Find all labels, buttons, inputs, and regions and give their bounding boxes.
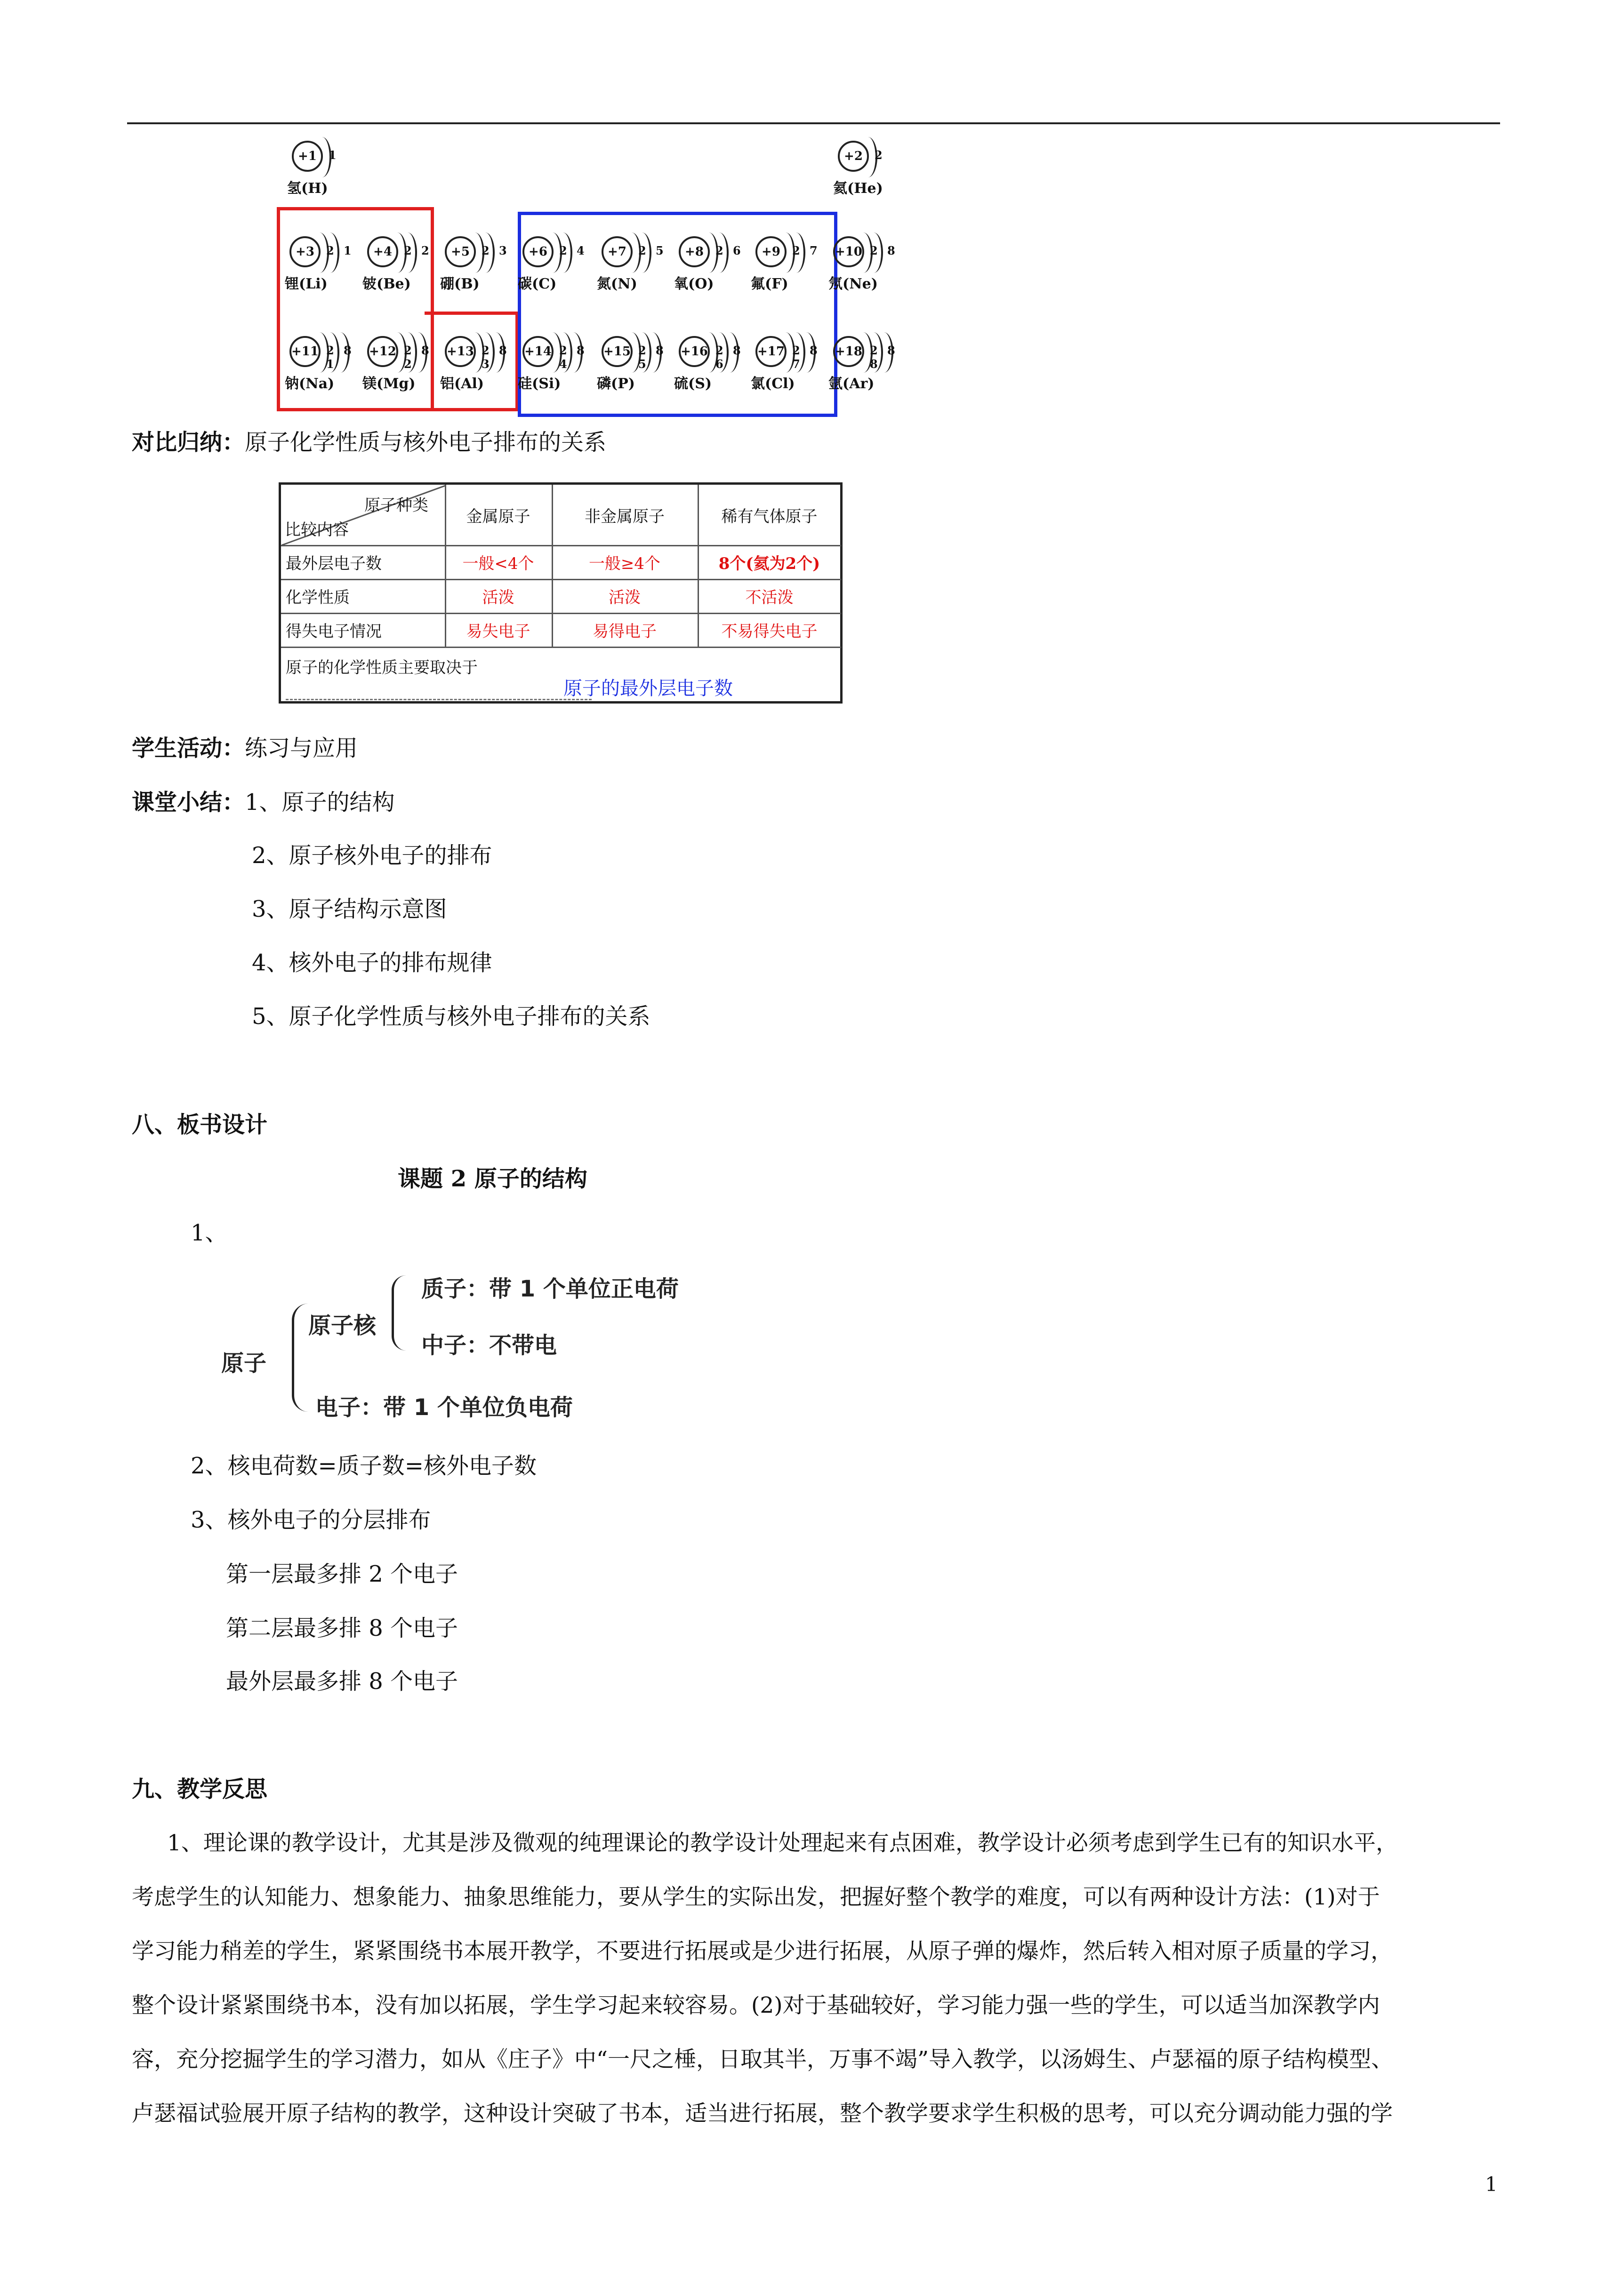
compare-label: 对比归纳： [132,429,245,456]
atom-diagram [518,329,602,392]
page-number: 1 [1485,2173,1498,2196]
table-row-label: 化学性质 [286,588,350,607]
summary-item: 4、核外电子的排布规律 [252,950,492,976]
tree-root: 原子 [221,1350,267,1376]
electron-shell-counts: 2 1 [326,244,354,257]
layer-rule: 第一层最多排 2 个电子 [226,1561,458,1587]
table-cell: 不易得失电子 [721,622,818,641]
electron-shell-counts: 2 8 2 [404,344,432,371]
atom-nucleus: +4 [367,236,398,267]
atom-nucleus: +18 [833,336,864,367]
atom-nucleus: +9 [755,236,787,267]
electron-shell-counts: 2 8 7 [792,344,820,371]
electron-shell-counts: 2 8 4 [559,344,587,371]
atom-nucleus: +2 [838,141,869,172]
electron-shell-counts: 2 [875,148,885,162]
reflection-line: 1、理论课的教学设计，尤其是涉及微观的纯理课论的教学设计处理起来有点困难，教学设计必须考虑到学生已有的知识水平， [167,1830,1398,1856]
electron-shell-counts: 2 3 [482,244,510,257]
tree-proton: 质子：带 1 个单位正电荷 [421,1276,679,1302]
atom-diagram [440,230,525,292]
activity-text: 练习与应用 [245,735,358,761]
element-name: 碳(C) [518,276,557,292]
atom-diagram [828,230,913,292]
element-name: 硼(B) [440,276,480,292]
section8-item1: 1、 [191,1220,228,1246]
atom-diagram [674,230,759,292]
element-name: 氯(Cl) [751,376,795,392]
table-row-label: 得失电子情况 [286,622,382,641]
electron-shell-counts: 2 8 1 [326,344,354,371]
tree-nucleus: 原子核 [308,1312,377,1339]
atom-diagram [285,329,369,392]
section9-heading: 九、教学反思 [132,1776,268,1802]
atom-diagram [440,329,525,392]
atom-nucleus: +5 [445,236,476,267]
table-cell: 一般<4个 [462,554,534,573]
tree-neutron: 中子：不带电 [421,1332,557,1359]
layer-rule: 最外层最多排 8 个电子 [226,1668,458,1695]
atom-diagram [751,230,835,292]
table-cell: 一般≥4个 [588,554,661,573]
table-footer-label: 原子的化学性质主要取决于 [286,658,478,677]
reflection-line: 整个设计紧紧围绕书本，没有加以拓展，学生学习起来较容易。(2)对于基础较好，学习能力强一些的学生，可以适当加深教学内 [132,1992,1380,2018]
element-name: 硫(S) [674,376,712,392]
reflection-line: 学习能力稍差的学生，紧紧围绕书本展开教学，不要进行拓展或是少进行拓展，从原子弹的爆炸，然后转入相对原子质量的学习， [132,1938,1393,1964]
electron-shell-counts: 2 8 8 [870,344,898,371]
element-name: 氧(O) [674,276,714,292]
element-name: 锂(Li) [285,276,328,292]
tree-brace-main [292,1304,308,1412]
atom-nucleus: +7 [602,236,633,267]
table-cell: 8个(氦为2个) [718,554,820,573]
element-name: 氩(Ar) [828,376,875,392]
activity-label: 学生活动： [132,735,245,761]
atom-nucleus: +13 [445,336,476,367]
electron-shell-counts: 2 7 [792,244,820,257]
atom-nucleus: +17 [755,336,787,367]
table-cell: 活泼 [482,588,514,607]
section8-item2: 2、核电荷数=质子数=核外电子数 [191,1453,537,1479]
reflection-line: 容，充分挖掘学生的学习潜力，如从《庄子》中“一尺之棰，日取其半，万事不竭”导入教学，以汤姆生、卢瑟福的原子结构模型、 [132,2047,1394,2072]
atom-diagram [751,329,835,392]
summary-item: 5、原子化学性质与核外电子排布的关系 [252,1003,650,1030]
reflection-line: 卢瑟福试验展开原子结构的教学，这种设计突破了书本，适当进行拓展，整个教学要求学生积极的思考，可以充分调动能力强的学 [132,2101,1393,2127]
electron-shell-counts: 2 2 [404,244,432,257]
element-name: 氟(F) [751,276,788,292]
atom-nucleus: +10 [833,236,864,267]
atom-nucleus: +16 [679,336,710,367]
element-name: 镁(Mg) [362,376,416,392]
atom-nucleus: +14 [522,336,554,367]
summary-label: 课堂小结： [132,789,245,816]
section8-item3: 3、核外电子的分层排布 [191,1507,431,1533]
element-name: 氮(N) [597,276,637,292]
element-name: 氢(H) [287,180,328,197]
summary-item: 2、原子核外电子的排布 [252,842,492,869]
summary-item: 3、原子结构示意图 [252,896,447,922]
electron-shell-counts: 2 8 5 [638,344,666,371]
element-name: 硅(Si) [518,376,561,392]
atom-nucleus: +11 [289,336,321,367]
element-name: 钠(Na) [285,376,335,392]
table-col-nonmetal: 非金属原子 [585,507,665,526]
electron-shell-counts: 2 6 [715,244,744,257]
atom-diagram [833,134,918,197]
section8-title: 课题 2 原子的结构 [398,1166,587,1192]
summary-item: 1、原子的结构 [245,789,395,816]
reflection-line: 考虑学生的认知能力、想象能力、抽象思维能力，要从学生的实际出发，把握好整个教学的难度，可以有两种设计方法：(1)对于 [132,1884,1380,1910]
atom-diagram [828,329,913,392]
table-cell: 活泼 [609,588,641,607]
atom-nucleus: +6 [522,236,554,267]
layer-rule: 第二层最多排 8 个电子 [226,1615,458,1641]
atom-nucleus: +12 [367,336,398,367]
atom-diagram [362,230,447,292]
table-col-metal: 金属原子 [466,507,530,526]
table-footer-answer: 原子的最外层电子数 [563,678,733,699]
atom-diagram [518,230,602,292]
atom-tree-diagram [221,1271,763,1426]
electron-shell-counts: 2 5 [638,244,666,257]
element-name: 氦(He) [833,180,883,197]
element-name: 氖(Ne) [828,276,878,292]
table-header-top: 原子种类 [364,496,428,515]
atom-diagram [362,329,447,392]
atom-nucleus: +8 [679,236,710,267]
electron-shell-counts: 2 8 6 [715,344,744,371]
table-row-label: 最外层电子数 [286,554,382,573]
section8-heading: 八、板书设计 [132,1112,268,1138]
atom-nucleus: +15 [602,336,633,367]
summary-line [132,788,395,816]
element-name: 磷(P) [597,376,635,392]
electron-shell-counts: 2 8 [870,244,898,257]
atom-diagram [287,134,372,197]
tree-electron: 电子：带 1 个单位负电荷 [315,1394,573,1421]
atom-structure-figure [0,0,1622,414]
table-col-noble: 稀有气体原子 [721,507,818,526]
electron-shell-counts: 1 [329,148,339,162]
atom-diagram [597,230,682,292]
element-name: 铍(Be) [362,276,411,292]
electron-shell-counts: 2 4 [559,244,587,257]
atom-nucleus: +1 [292,141,323,172]
comparison-table [279,482,843,704]
electron-shell-counts: 2 8 3 [482,344,510,371]
atom-diagram [674,329,759,392]
atom-diagram [285,230,369,292]
compare-text: 原子化学性质与核外电子排布的关系 [245,429,607,456]
table-cell: 不活泼 [745,588,794,607]
table-cell: 易得电子 [593,622,657,641]
atom-diagram [597,329,682,392]
compare-line [132,428,606,456]
table-header-bottom: 比较内容 [285,520,349,539]
atom-nucleus: +3 [289,236,321,267]
element-name: 铝(Al) [440,376,484,392]
tree-brace-nucleus [392,1275,406,1351]
activity-line [132,734,358,762]
table-cell: 易失电子 [466,622,530,641]
